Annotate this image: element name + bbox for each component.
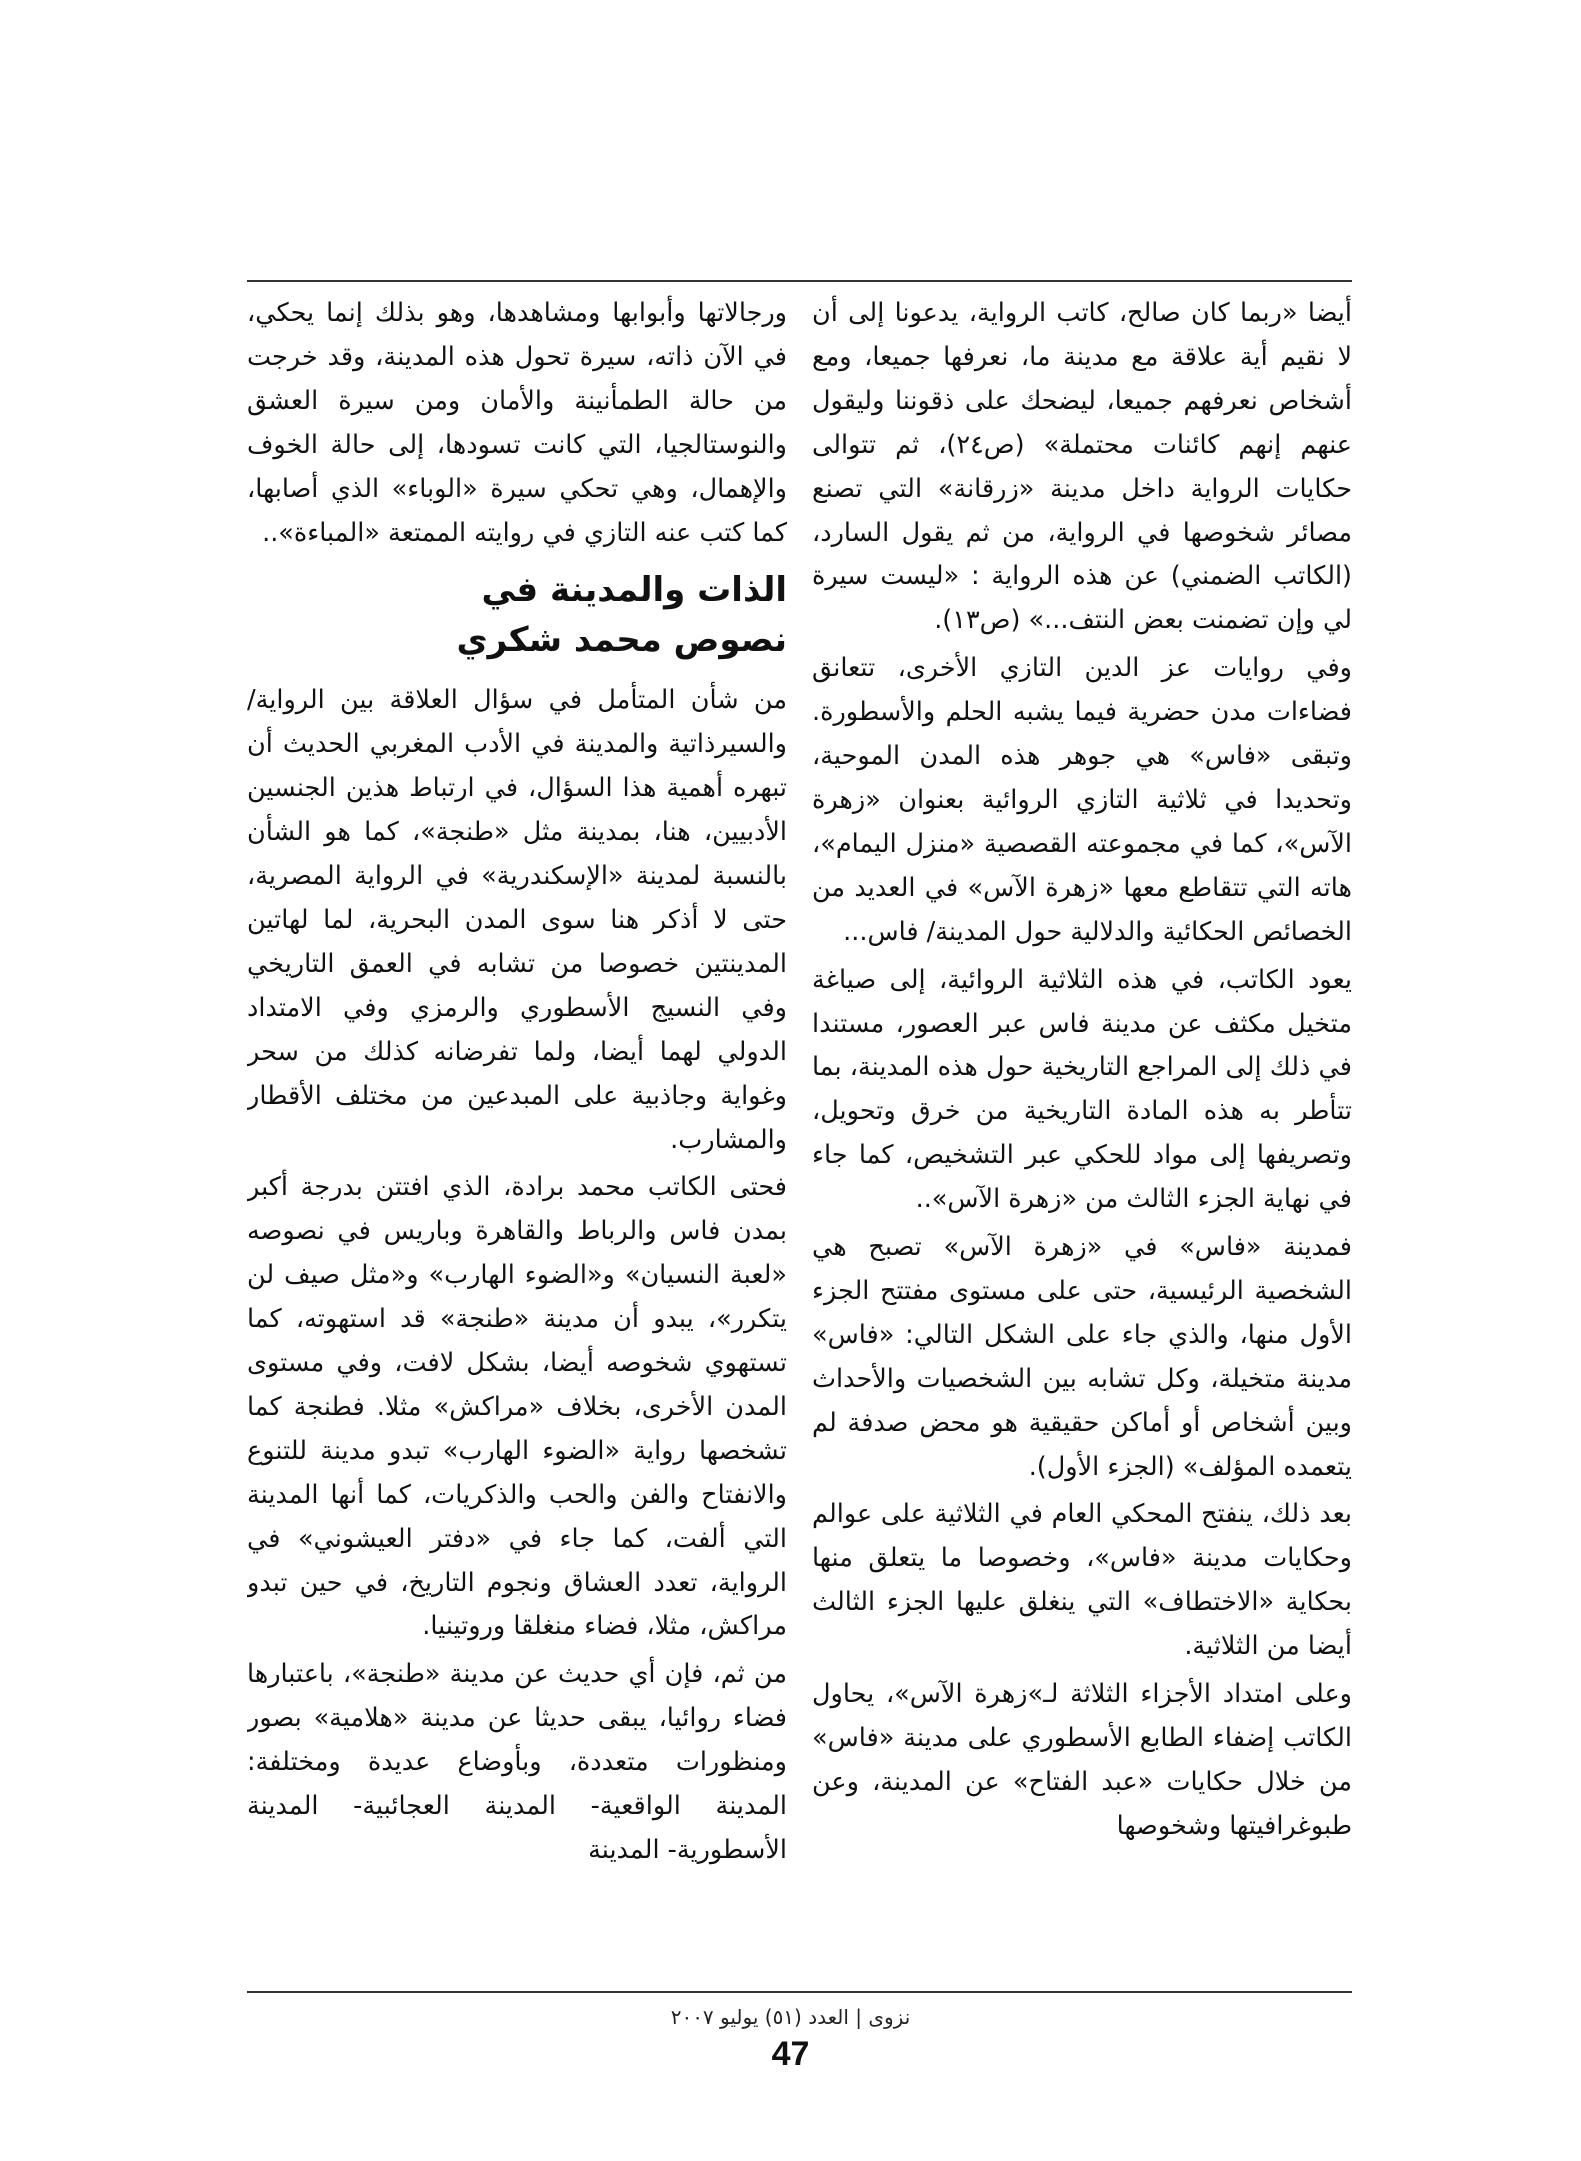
right-paragraph-1: أيضا «ربما كان صالح، كاتب الرواية، يدعونا إلى أن لا نقيم أية علاقة مع مدينة ما، نعرفها جميعا، ومع أشخاص نعرفهم جميعا، ليضحك على ذقوننا وليقول عنهم إنهم كائنات محتملة» (ص٢٤)، ثم تتوالى حكايات الرواية داخل مدينة «زرقانة» التي تصنع مصائر شخوصها في الرواية، من ثم يقول السارد، (الكاتب الضمني) عن هذه الرواية : «ليست سيرة لي وإن تضمنت بعض النتف...» (ص١٣). bbox=[812, 298, 1352, 636]
page-number: 47 bbox=[771, 2035, 810, 2073]
left-paragraph-2: فحتى الكاتب محمد برادة، الذي افتتن بدرجة أكبر بمدن فاس والرباط والقاهرة وباريس في نصوصه «لعبة النسيان» و«الضوء الهارب» و«مثل صيف لن يتكرر»، يبدو أن مدينة «طنجة» قد استهوته، كما تستهوي شخوصه أيضا، بشكل لافت، وفي مستوى المدن الأخرى، بخلاف «مراكش» مثلا. فطنجة كما تشخصها رواية «الضوء الهارب» تبدو مدينة للتنوع والانفتاح والفن والحب والذكريات، كما أنها المدينة التي ألفت، كما جاء في «دفتر العيشوني» في الرواية، تعدد العشاق ونجوم التاريخ، في حين تبدو مراكش، مثلا، فضاء منغلقا وروتينيا. bbox=[247, 1172, 787, 1642]
right-column bbox=[812, 292, 1352, 1984]
section-heading bbox=[247, 565, 787, 665]
right-paragraph-2: وفي روايات عز الدين التازي الأخرى، تتعانق فضاءات مدن حضرية فيما يشبه الحلم والأسطورة. وتبقى «فاس» هي جوهر هذه المدن الموحية، وتحديدا في ثلاثية التازي الروائية بعنوان «زهرة الآس»، كما في مجموعته القصصية «منزل اليمام»، هاته التي تتقاطع معها «زهرة الآس» في العديد من الخصائص الحكائية والدلالية حول المدينة/ فاس... bbox=[812, 653, 1352, 947]
section-heading-line-1: الذات والمدينة في bbox=[481, 570, 787, 611]
right-paragraph-3: يعود الكاتب، في هذه الثلاثية الروائية، إلى صياغة متخيل مكثف عن مدينة فاس عبر العصور، مستندا في ذلك إلى المراجع التاريخية حول هذه المدينة، بما تتأطر به هذه المادة التاريخية من خرق وتحويل، وتصريفها إلى مواد للحكي عبر التشخيص، كما جاء في نهاية الجزء الثالث من «زهرة الآس».. bbox=[812, 964, 1352, 1215]
left-paragraph-3: من ثم، فإن أي حديث عن مدينة «طنجة»، باعتبارها فضاء روائيا، يبقى حديثا عن مدينة «هلامية» بصور ومنظورات متعددة، وبأوضاع عديدة ومختلفة: المدينة الواقعية- المدينة العجائبية- المدينة الأسطورية- المدينة bbox=[247, 1659, 787, 1865]
left-paragraph-1: من شأن المتأمل في سؤال العلاقة بين الرواية/ والسيرذاتية والمدينة في الأدب المغربي الحديث أن تبهره أهمية هذا السؤال، في ارتباط هذين الجنسين الأدبيين، هنا، بمدينة مثل «طنجة»، كما هو الشأن بالنسبة لمدينة «الإسكندرية» في الرواية المصرية، حتى لا أذكر هنا سوى المدن البحرية، لما لهاتين المدينتين خصوصا من تشابه في العمق التاريخي وفي النسيج الأسطوري والرمزي وفي الامتداد الدولي لهما أيضا، ولما تفرضانه كذلك من سحر وغواية وجاذبية على المبدعين من مختلف الأقطار والمشارب. bbox=[247, 685, 787, 1155]
left-intro-paragraph: ورجالاتها وأبوابها ومشاهدها، وهو بذلك إنما يحكي، في الآن ذاته، سيرة تحول هذه المدينة، وقد خرجت من حالة الطمأنينة والأمان ومن سيرة العشق والنوستالجيا، التي كانت تسودها، إلى حالة الخوف والإهمال، وهي تحكي سيرة «الوباء» الذي أصابها، كما كتب عنه التازي في روايته الممتعة «المباءة».. bbox=[247, 298, 787, 548]
bottom-rule bbox=[247, 1991, 1352, 1993]
right-paragraph-6: وعلى امتداد الأجزاء الثلاثة لـ»زهرة الآس»، يحاول الكاتب إضفاء الطابع الأسطوري على مدينة «فاس» من خلال حكايات «عبد الفتاح» عن المدينة، وعن طبوغرافيتها وشخوصها bbox=[812, 1679, 1352, 1841]
footer-caption: نزوى | العدد (٥١) يوليو ٢٠٠٧ bbox=[670, 2005, 911, 2029]
section-heading-line-2: نصوص محمد شكري bbox=[456, 620, 787, 661]
top-rule bbox=[247, 280, 1352, 282]
right-paragraph-4: فمدينة «فاس» في «زهرة الآس» تصبح هي الشخصية الرئيسية، حتى على مستوى مفتتح الجزء الأول منها، والذي جاء على الشكل التالي: «فاس» مدينة متخيلة، وكل تشابه بين الشخصيات والأحداث وبين أشخاص أو أماكن حقيقية هو محض صدفة لم يتعمده المؤلف» (الجزء الأول). bbox=[812, 1232, 1352, 1482]
left-column bbox=[247, 292, 787, 1984]
right-paragraph-5: بعد ذلك، ينفتح المحكي العام في الثلاثية على عوالم وحكايات مدينة «فاس»، وخصوصا ما يتعلق منها بحكاية «الاختطاف» التي ينغلق عليها الجزء الثالث أيضا من الثلاثية. bbox=[812, 1499, 1352, 1662]
